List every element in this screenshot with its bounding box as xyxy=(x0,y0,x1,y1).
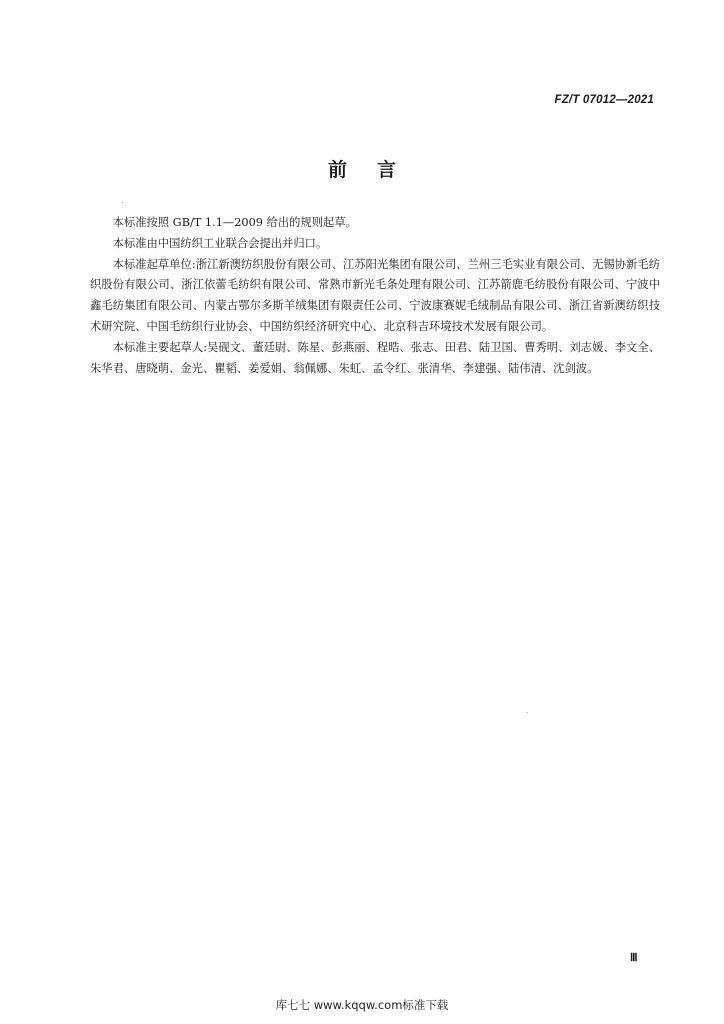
standard-code: FZ/T 07012—2021 xyxy=(554,94,654,106)
preface-body xyxy=(90,213,660,379)
footer-watermark: 库七七 www.kqqw.com标准下载 xyxy=(275,998,449,1012)
paragraph-drafters: 本标准主要起草人:吴砚文、董廷尉、陈星、彭燕丽、程晧、张志、田君、陆卫国、曹秀明、刘志媛、李文全、朱华君、唐晓萌、金光、瞿韬、姜爱娟、翁佩娜、朱虹、孟令红、张清华、李建强、陆伟清、沈剑波。 xyxy=(90,340,660,375)
paragraph-drafting-units: 本标准起草单位:浙江新澳纺织股份有限公司、江苏阳光集团有限公司、兰州三毛实业有限公司、无锡协新毛纺织股份有限公司、浙江依蕾毛纺织有限公司、常熟市新光毛条处理有限公司、江苏箭鹿毛纺股份有限公司、宁波中鑫毛纺集团有限公司、内蒙古鄂尔多斯羊绒集团有限责任公司、宁波康赛妮毛绒制品有限公司、浙江省新澳纺织技术研究院、中国毛纺织行业协会、中国纺织经济研究中心、北京科吉环境技术发展有限公司。 xyxy=(90,257,660,333)
paragraph-drafting-rules: 本标准按照 GB/T 1.1—2009 给出的规则起草。 xyxy=(112,216,357,229)
paragraph-proposer: 本标准由中国纺织工业联合会提出并归口。 xyxy=(112,236,328,250)
page-number: Ⅲ xyxy=(630,952,637,964)
page-title: 前言 xyxy=(327,159,426,181)
